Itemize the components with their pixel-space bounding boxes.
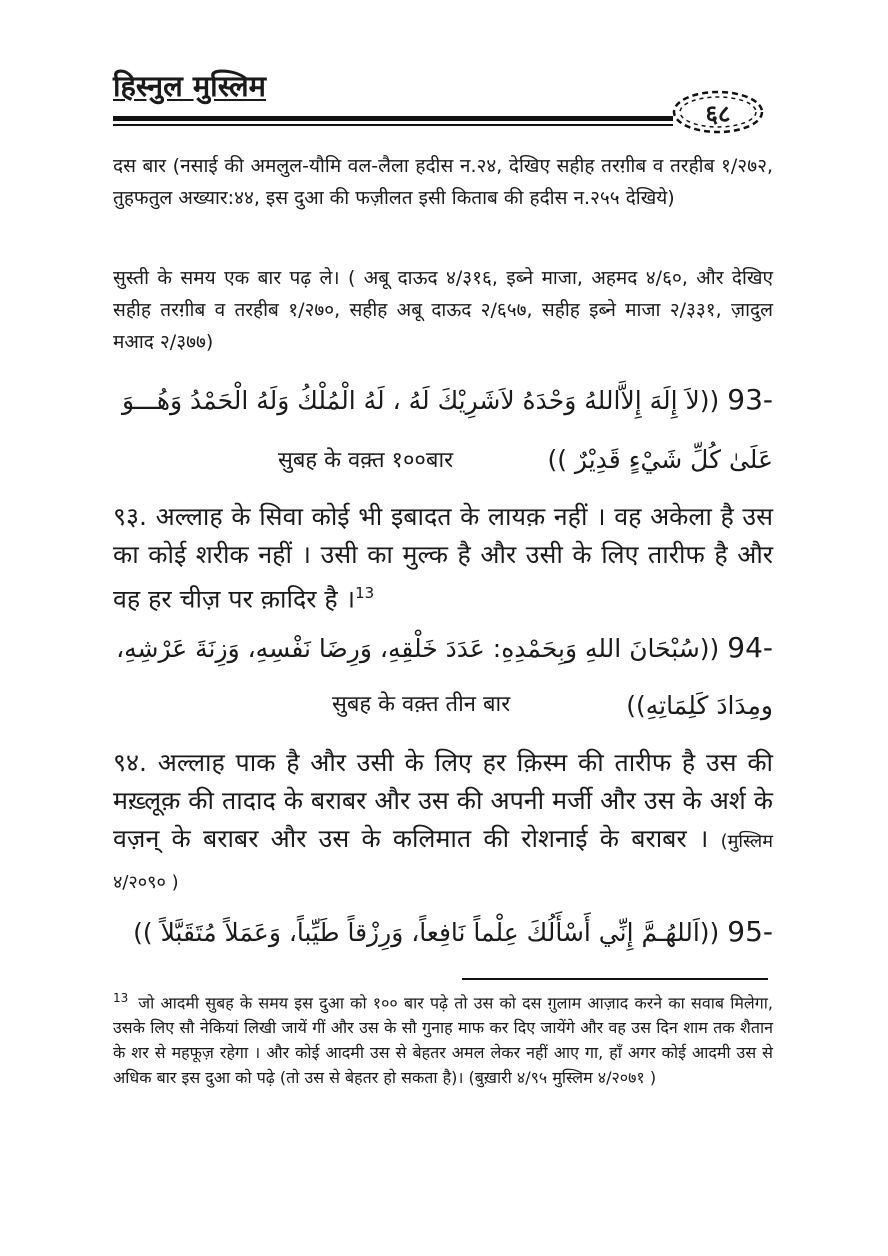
- dua-95-arabic: [113, 912, 773, 953]
- dua-93-number: 93-: [727, 383, 773, 416]
- reference-paragraph-1: दस बार (नसाई की अमलुल-यौमि वल-लैला हदीस न.२४, देखिए सहीह तरग़ीब व तरहीब १/२७२, तुहफतुल अख्यार:४४, इस दुआ की फज़ीलत इसी किताब की हदीस न.२५५ देखिये): [113, 155, 773, 209]
- footnote-text: जो आदमी सुबह के समय इस दुआ को १०० बार पढ़े तो उस को दस ग़ुलाम आज़ाद करने का सवाब मिलेगा, उसके लिए सौ नेकियां लिखी जायें गीं और उस के सौ गुनाह माफ कर दिए जायेंगे और वह उस दिन शाम तक शैतान के शर से महफूज़ रहेगा । और कोई आदमी उस से बेहतर अमल लेकर नहीं आए गा, हाँ अगर कोई आदमी उस से अधिक बार इस दुआ को पढ़े (तो उस से बेहतर हो सकता है)। (बुख़ारी ४/९५ मुस्लिम ४/२०७१ ): [113, 993, 773, 1088]
- dua-93-arabic-text-1: ((لاَ إِلَهَ إِلاَّاللهُ وَحْدَهُ لاَشَرِيْكَ لَهُ ، لَهُ الْمُلْكُ وَلَهُ الْحَمْدُ وَهُـــوَ: [121, 386, 720, 415]
- header-rule-thick: [113, 116, 673, 121]
- dua-94-arabic-line-2: ومِدَادَ كَلِمَاتِهِ)): [626, 691, 773, 720]
- dua-94-number: 94-: [727, 631, 773, 664]
- footnote-separator: [462, 978, 768, 980]
- page-number: ६८: [705, 100, 731, 128]
- dua-93-arabic-line-2: عَلَىٰ كُلِّ شَيْءٍ قَدِيْرٌ )): [547, 445, 773, 474]
- translation-93-text: ९३. अल्लाह के सिवा कोई भी इबादत के लायक़ नहीं । वह अकेला है उस का कोई शरीक नहीं । उसी का मुल्क है और उसी के लिए तारीफ है और वह हर चीज़ पर क़ादिर है ।: [113, 502, 773, 614]
- footnote-ref-13: 13: [355, 584, 375, 602]
- dua-93-recitation-note: सुबह के वक़्त १००बार: [278, 448, 454, 473]
- reference-paragraph-2: सुस्ती के समय एक बार पढ़ ले। ( अबू दाऊद ४/३१६, इब्ने माजा, अहमद ४/६०, और देखिए सहीह तरग़ीब व तरहीब १/२७०, सहीह अबू दाऊद २/६५७, सहीह इब्ने माजा २/३३१, ज़ादुल मआद २/३७७): [113, 267, 773, 353]
- dua-94-recitation-note: सुबह के वक़्त तीन बार: [332, 692, 511, 717]
- header-rule-thin: [113, 124, 673, 126]
- translation-94-text: ९४. अल्लाह पाक है और उसी के लिए हर क़िस्म की तारीफ है उस की मख़्लूक़ की तादाद के बराबर और उस की अपनी मर्जी और उस के अर्श के वज़न् के बराबर और उस के कलिमात की रोशनाई के बराबर ।: [113, 748, 773, 853]
- dua-95-number: 95-: [727, 915, 773, 948]
- translation-93: [113, 498, 773, 618]
- footnote-13: [113, 986, 773, 1090]
- book-title: हिस्नुल मुस्लिम: [113, 69, 266, 103]
- dua-94-arabic-text-1: ((سُبْحَانَ اللهِ وَبِحَمْدِهِ: عَدَدَ خَلْقِهِ، وَرِضَا نَفْسِهِ، وَزِنَةَ عَرْشِهِ،: [116, 634, 720, 663]
- translation-94-reference: (मुस्लिम ४/२०९० ): [113, 831, 774, 893]
- footnote-marker: 13: [113, 991, 129, 1005]
- translation-94: [113, 744, 773, 902]
- dua-94-arabic-line-1: [113, 628, 773, 669]
- dua-95-arabic-text: ((اَللهُـمَّ إِنِّي أَسْأَلُكَ عِلْماً نَافِعاً، وَرِزْقاً طَيِّباً، وَعَمَلاً مُتَقَبَّلاً )): [133, 918, 720, 947]
- dua-93-arabic-line-1: [113, 380, 773, 421]
- page-number-badge: [668, 87, 768, 137]
